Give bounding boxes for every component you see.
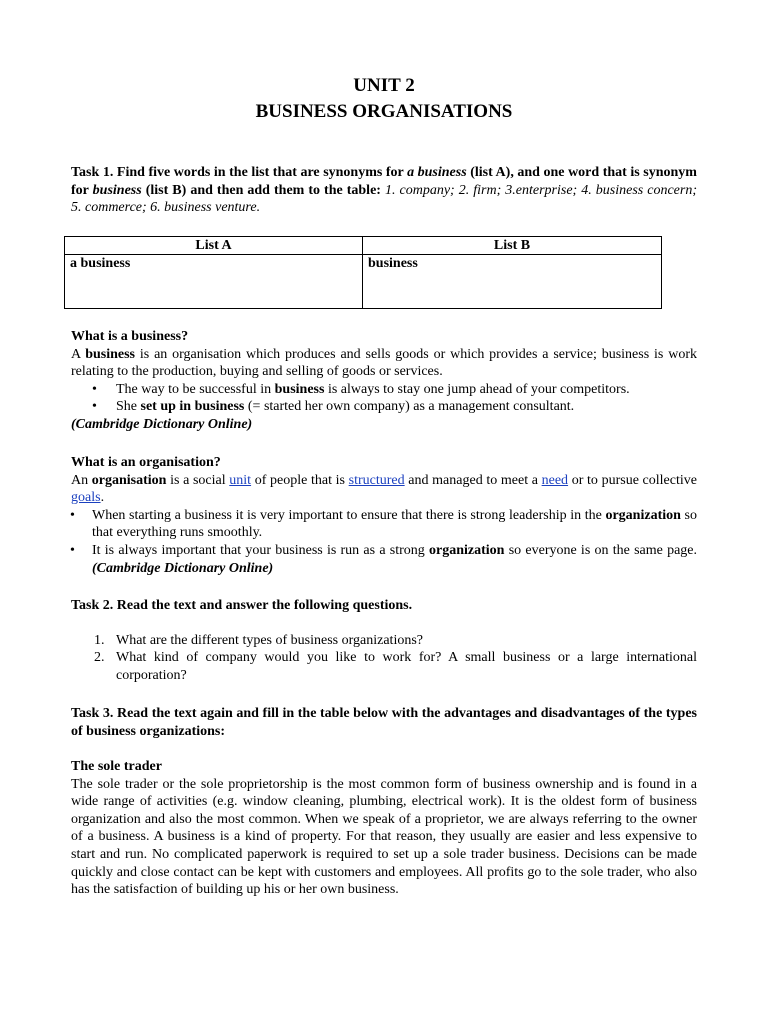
organisation-example-1: • When starting a business it is very important to ensure that there is strong leadership in the organization so that everything runs smoothly.	[0, 507, 697, 542]
task2-questions	[71, 632, 697, 685]
list-b-header: List B	[363, 237, 662, 255]
sole-trader-heading: The sole trader	[71, 759, 162, 774]
organisation-definition: An organisation is a social unit of people that is structured and managed to meet a need or to pursue collective goals.	[71, 472, 697, 506]
list-a-header: List A	[65, 237, 363, 255]
organisation-source: (Cambridge Dictionary Online)	[92, 560, 274, 576]
task1-instructions	[71, 164, 697, 217]
question-1: 1. What are the different types of business organizations?	[94, 632, 423, 648]
business-examples	[71, 381, 697, 416]
organisation-examples	[0, 507, 697, 577]
organisation-section	[71, 454, 697, 577]
task1-word-list: 1. company; 2. firm; 3.enterprise; 4. business concern; 5. commerce; 6. business venture.	[71, 182, 698, 216]
question-2: 2. What kind of company would you like to work for? A small business or a large international corporation?	[94, 650, 697, 683]
task2-heading: Task 2. Read the text and answer the following questions.	[71, 598, 413, 613]
link-unit[interactable]: unit	[229, 472, 252, 488]
task3-heading: Task 3. Read the text again and fill in the table below with the advantages and disadvantages of the types of business organizations:	[71, 706, 697, 739]
page-title: BUSINESS ORGANISATIONS	[255, 101, 513, 122]
business-example-2: • She set up in business (= started her own company) as a management consultant.	[71, 398, 697, 416]
unit-title: UNIT 2	[353, 75, 415, 96]
organisation-heading: What is an organisation?	[71, 455, 221, 470]
sole-trader-text: The sole trader or the sole proprietorship is the most common form of business ownership and is found in a wide range of activities (e.g. window cleaning, plumbing, electrical work). It is the oldest form of business organization and also the most common. When we speak of a proprietor, we are always referring to the owner of a business. A business is a kind of property. For that reason, they usually are easier and less expensive to start and run. No complicated paperwork is required to set up a sole trader business. Decisions can be made quickly and close contact can be kept with customers and employees. All profits go to the sole trader, who also has the satisfaction of building up his or her own business.	[71, 776, 697, 898]
link-structured[interactable]: structured	[348, 472, 405, 488]
link-goals[interactable]: goals	[71, 490, 101, 506]
task1-text-2: (list A), and one word that is synonym for	[71, 165, 697, 198]
business-definition: A business is an organisation which produces and sells goods or which provides a service; business is work relating to the production, buying and selling of goods or services.	[71, 346, 697, 380]
task1-italic-a-business: a business	[407, 165, 467, 180]
list-b-cell: business	[363, 255, 662, 309]
business-source: (Cambridge Dictionary Online)	[71, 416, 253, 432]
business-example-1: • The way to be successful in business is always to stay one jump ahead of your competitors.	[71, 381, 697, 399]
task1-italic-business: business	[92, 182, 142, 198]
list-table	[64, 236, 662, 309]
task1-text-3: (list B) and then add them to the table:	[141, 182, 385, 198]
organisation-example-2: • It is always important that your business is run as a strong organization so everyone is on the same page. (Cambridge Dictionary Online)	[0, 542, 697, 577]
sole-trader-section	[71, 758, 697, 899]
task2-section	[71, 597, 697, 684]
business-section	[71, 328, 697, 434]
link-need[interactable]: need	[541, 472, 569, 488]
business-heading: What is a business?	[71, 329, 189, 344]
list-a-cell: a business	[65, 255, 363, 309]
task1-text-1: Task 1. Find five words in the list that are synonyms for	[71, 165, 408, 180]
